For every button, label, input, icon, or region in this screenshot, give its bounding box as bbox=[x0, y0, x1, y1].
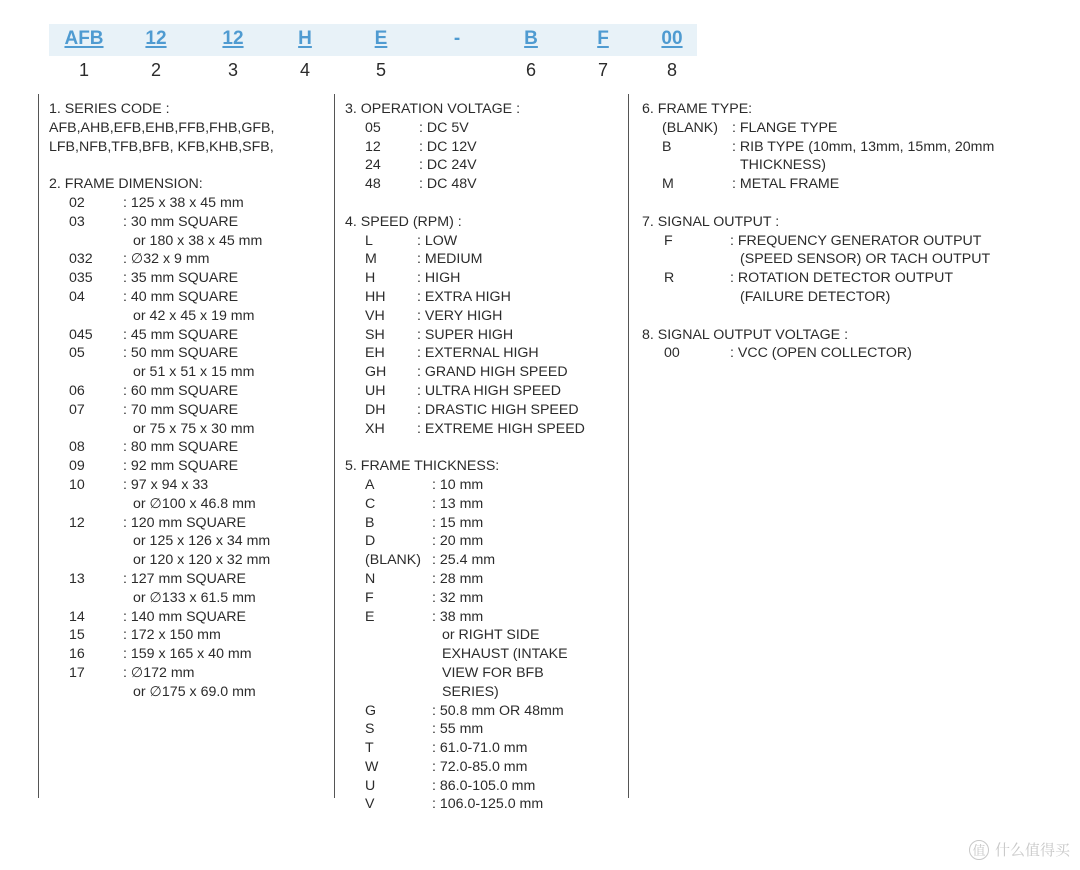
item-value: : 86.0-105.0 mm bbox=[432, 777, 536, 794]
code-number-1: 1 bbox=[78, 60, 90, 80]
code-segment-speed: H bbox=[298, 28, 312, 49]
voltage-list bbox=[345, 119, 625, 194]
list-item bbox=[49, 363, 329, 382]
item-value: : ULTRA HIGH SPEED bbox=[417, 382, 562, 399]
item-value: : DC 12V bbox=[419, 138, 477, 155]
code-number-7: 7 bbox=[597, 60, 609, 80]
item-key: N bbox=[365, 570, 376, 587]
list-item bbox=[642, 156, 1062, 175]
item-key: D bbox=[365, 533, 376, 550]
code-number-4: 4 bbox=[299, 60, 311, 80]
item-key: 045 bbox=[69, 326, 93, 343]
item-value: : VERY HIGH bbox=[417, 307, 503, 324]
list-item bbox=[49, 401, 329, 420]
list-item bbox=[642, 269, 1062, 288]
code-number-5: 5 bbox=[375, 60, 387, 80]
list-item bbox=[345, 532, 625, 551]
list-item bbox=[49, 288, 329, 307]
list-item bbox=[345, 795, 625, 814]
list-item bbox=[345, 626, 625, 645]
list-item bbox=[345, 420, 625, 439]
item-value: : FLANGE TYPE bbox=[732, 119, 838, 136]
item-value: : 80 mm SQUARE bbox=[123, 439, 239, 456]
list-item bbox=[49, 213, 329, 232]
item-key: B bbox=[662, 138, 672, 155]
item-value: : SUPER HIGH bbox=[417, 326, 514, 343]
divider-left bbox=[38, 94, 39, 798]
item-value: or 42 x 45 x 19 mm bbox=[133, 307, 255, 324]
item-key: 06 bbox=[69, 382, 85, 399]
item-value: VIEW FOR BFB bbox=[442, 664, 544, 681]
item-value: : 30 mm SQUARE bbox=[123, 213, 239, 230]
list-item bbox=[345, 344, 625, 363]
item-key: (BLANK) bbox=[662, 119, 718, 136]
item-key: 16 bbox=[69, 646, 85, 663]
list-item bbox=[49, 269, 329, 288]
item-value: or ∅100 x 46.8 mm bbox=[133, 495, 256, 512]
item-value: : HIGH bbox=[417, 270, 461, 287]
list-item bbox=[345, 720, 625, 739]
list-item bbox=[345, 645, 625, 664]
list-item bbox=[345, 156, 625, 175]
column-frame-signal bbox=[642, 100, 1062, 363]
code-segment-thickness: E bbox=[374, 28, 388, 49]
item-value: : EXTREME HIGH SPEED bbox=[417, 420, 585, 437]
section-title-speed: 4. SPEED (RPM) : bbox=[345, 213, 462, 230]
item-key: VH bbox=[365, 307, 385, 324]
list-item bbox=[345, 288, 625, 307]
list-item bbox=[345, 495, 625, 514]
section-title-signal-voltage: 8. SIGNAL OUTPUT VOLTAGE : bbox=[642, 326, 849, 343]
series-codes-line: AFB,AHB,EFB,EHB,FFB,FHB,GFB, bbox=[49, 119, 275, 136]
item-value: : 159 x 165 x 40 mm bbox=[123, 646, 252, 663]
item-value: : 10 mm bbox=[432, 476, 484, 493]
item-key: 12 bbox=[365, 138, 381, 155]
list-item bbox=[642, 138, 1062, 157]
list-item bbox=[49, 551, 329, 570]
code-number-6: 6 bbox=[525, 60, 537, 80]
item-key: 02 bbox=[69, 194, 85, 211]
item-key: 032 bbox=[69, 251, 93, 268]
list-item bbox=[49, 570, 329, 589]
list-item bbox=[49, 307, 329, 326]
list-item bbox=[345, 138, 625, 157]
item-value: : VCC (OPEN COLLECTOR) bbox=[730, 345, 912, 362]
list-item bbox=[49, 250, 329, 269]
item-key: G bbox=[365, 702, 377, 719]
signal-output-list bbox=[642, 232, 1062, 307]
item-key: B bbox=[365, 514, 375, 531]
item-value: or 180 x 38 x 45 mm bbox=[133, 232, 263, 249]
item-value: : 35 mm SQUARE bbox=[123, 270, 239, 287]
item-key: 03 bbox=[69, 213, 85, 230]
item-value: or 75 x 75 x 30 mm bbox=[133, 420, 255, 437]
list-item bbox=[345, 119, 625, 138]
list-item bbox=[49, 194, 329, 213]
section-title-series: 1. SERIES CODE : bbox=[49, 101, 170, 117]
item-key: L bbox=[365, 232, 373, 249]
watermark bbox=[969, 839, 1070, 860]
item-value: : 25.4 mm bbox=[432, 552, 496, 569]
list-item bbox=[49, 589, 329, 608]
item-value: : 55 mm bbox=[432, 721, 484, 738]
item-key: 24 bbox=[365, 157, 381, 174]
item-value: or ∅175 x 69.0 mm bbox=[133, 683, 256, 700]
item-value: : ∅172 mm bbox=[123, 664, 195, 681]
list-item bbox=[345, 250, 625, 269]
list-item bbox=[345, 777, 625, 796]
item-value: : 50.8 mm OR 48mm bbox=[432, 702, 564, 719]
code-number-8: 8 bbox=[666, 60, 678, 80]
column-series-dimension bbox=[49, 100, 329, 702]
divider-middle-1 bbox=[334, 94, 335, 798]
code-segment-signal: F bbox=[597, 28, 609, 49]
list-item bbox=[49, 420, 329, 439]
item-value: : 70 mm SQUARE bbox=[123, 401, 239, 418]
list-item bbox=[345, 269, 625, 288]
item-value: : DRASTIC HIGH SPEED bbox=[417, 401, 579, 418]
list-item bbox=[345, 739, 625, 758]
item-key: 04 bbox=[69, 288, 85, 305]
item-value: : DC 24V bbox=[419, 157, 477, 174]
item-value: : 20 mm bbox=[432, 533, 484, 550]
item-value: : 97 x 94 x 33 bbox=[123, 476, 209, 493]
thickness-list bbox=[345, 476, 625, 814]
section-title-dimension: 2. FRAME DIMENSION: bbox=[49, 176, 203, 193]
item-value: THICKNESS) bbox=[740, 157, 826, 174]
item-value: : 45 mm SQUARE bbox=[123, 326, 239, 343]
list-item bbox=[49, 514, 329, 533]
item-key: W bbox=[365, 758, 379, 775]
list-item bbox=[49, 232, 329, 251]
watermark-badge-icon: 值 bbox=[969, 840, 989, 860]
item-value: : LOW bbox=[417, 232, 458, 249]
item-value: : 172 x 150 mm bbox=[123, 627, 221, 644]
list-item bbox=[345, 401, 625, 420]
item-value: : 13 mm bbox=[432, 495, 484, 512]
item-value: : DC 48V bbox=[419, 176, 477, 193]
item-key: SH bbox=[365, 326, 385, 343]
section-title-voltage: 3. OPERATION VOLTAGE : bbox=[345, 101, 521, 117]
item-key: S bbox=[365, 721, 375, 738]
item-value: : METAL FRAME bbox=[732, 176, 840, 193]
item-value: : MEDIUM bbox=[417, 251, 483, 268]
item-key: (BLANK) bbox=[365, 552, 421, 569]
code-segment-series: AFB bbox=[64, 28, 104, 49]
list-item bbox=[345, 589, 625, 608]
item-key: 05 bbox=[69, 345, 85, 362]
list-item bbox=[49, 683, 329, 702]
item-value: : 38 mm bbox=[432, 608, 484, 625]
code-segment-dimension: 12 bbox=[145, 28, 167, 49]
list-item bbox=[345, 175, 625, 194]
item-key: UH bbox=[365, 382, 386, 399]
series-codes-line: LFB,NFB,TFB,BFB, KFB,KHB,SFB, bbox=[49, 138, 274, 155]
item-value: : 60 mm SQUARE bbox=[123, 382, 239, 399]
item-key: 07 bbox=[69, 401, 85, 418]
divider-middle-2 bbox=[628, 94, 629, 798]
list-item bbox=[49, 326, 329, 345]
list-item bbox=[345, 702, 625, 721]
list-item bbox=[49, 626, 329, 645]
code-segment-signal-voltage: 00 bbox=[661, 28, 683, 49]
list-item bbox=[642, 288, 1062, 307]
list-item bbox=[345, 382, 625, 401]
item-key: 12 bbox=[69, 514, 85, 531]
item-value: : 50 mm SQUARE bbox=[123, 345, 239, 362]
watermark-text: 什么值得买 bbox=[994, 842, 1070, 859]
item-key: GH bbox=[365, 364, 387, 381]
item-key: 14 bbox=[69, 608, 85, 625]
item-value: : 28 mm bbox=[432, 570, 484, 587]
section-title-frame-type: 6. FRAME TYPE: bbox=[642, 101, 753, 117]
dimension-list bbox=[49, 194, 329, 702]
item-value: or RIGHT SIDE bbox=[442, 627, 540, 644]
item-key: HH bbox=[365, 288, 386, 305]
column-voltage-speed-thickness bbox=[345, 100, 625, 814]
item-key: 17 bbox=[69, 664, 85, 681]
list-item bbox=[345, 683, 625, 702]
list-item bbox=[345, 363, 625, 382]
list-item bbox=[345, 664, 625, 683]
list-item bbox=[49, 457, 329, 476]
code-segment-frame: B bbox=[524, 28, 538, 49]
list-item bbox=[49, 664, 329, 683]
item-value: : EXTRA HIGH bbox=[417, 288, 511, 305]
item-value: (FAILURE DETECTOR) bbox=[740, 288, 891, 305]
code-number-3: 3 bbox=[227, 60, 239, 80]
list-item bbox=[642, 232, 1062, 251]
list-item bbox=[345, 570, 625, 589]
list-item bbox=[642, 344, 1062, 363]
item-value: : 15 mm bbox=[432, 514, 484, 531]
list-item bbox=[49, 495, 329, 514]
item-key: DH bbox=[365, 401, 386, 418]
item-key: F bbox=[365, 589, 374, 606]
code-number-2: 2 bbox=[150, 60, 162, 80]
item-value: : 106.0-125.0 mm bbox=[432, 796, 544, 813]
list-item bbox=[49, 382, 329, 401]
item-value: : 40 mm SQUARE bbox=[123, 288, 239, 305]
item-key: R bbox=[664, 270, 675, 287]
list-item bbox=[345, 232, 625, 251]
frame-type-list bbox=[642, 119, 1062, 194]
item-value: EXHAUST (INTAKE bbox=[442, 646, 568, 663]
item-value: or 120 x 120 x 32 mm bbox=[133, 552, 271, 569]
item-value: : 72.0-85.0 mm bbox=[432, 758, 528, 775]
item-key: M bbox=[662, 176, 674, 193]
item-key: M bbox=[365, 251, 377, 268]
item-value: : 120 mm SQUARE bbox=[123, 514, 246, 531]
list-item bbox=[642, 250, 1062, 269]
signal-voltage-list bbox=[642, 344, 1062, 363]
list-item bbox=[49, 438, 329, 457]
list-item bbox=[49, 645, 329, 664]
item-value: or 51 x 51 x 15 mm bbox=[133, 364, 255, 381]
list-item bbox=[49, 608, 329, 627]
item-key: 00 bbox=[664, 345, 680, 362]
item-value: : 32 mm bbox=[432, 589, 484, 606]
item-key: 09 bbox=[69, 458, 85, 475]
code-segment-dash: - bbox=[453, 28, 461, 49]
item-value: : 140 mm SQUARE bbox=[123, 608, 246, 625]
list-item bbox=[345, 608, 625, 627]
item-key: F bbox=[664, 232, 673, 249]
speed-list bbox=[345, 232, 625, 439]
item-key: 10 bbox=[69, 476, 85, 493]
item-key: T bbox=[365, 740, 374, 757]
item-value: : EXTERNAL HIGH bbox=[417, 345, 539, 362]
item-key: EH bbox=[365, 345, 385, 362]
item-key: 035 bbox=[69, 270, 93, 287]
item-value: : 125 x 38 x 45 mm bbox=[123, 194, 244, 211]
item-value: : ROTATION DETECTOR OUTPUT bbox=[730, 270, 954, 287]
list-item bbox=[345, 551, 625, 570]
list-item bbox=[49, 344, 329, 363]
item-key: 08 bbox=[69, 439, 85, 456]
list-item bbox=[345, 758, 625, 777]
list-item bbox=[345, 476, 625, 495]
item-key: XH bbox=[365, 420, 385, 437]
list-item bbox=[345, 514, 625, 533]
item-value: : DC 5V bbox=[419, 119, 469, 136]
list-item bbox=[345, 326, 625, 345]
item-value: or ∅133 x 61.5 mm bbox=[133, 589, 256, 606]
item-key: 05 bbox=[365, 119, 381, 136]
item-value: : GRAND HIGH SPEED bbox=[417, 364, 568, 381]
item-key: 13 bbox=[69, 570, 85, 587]
item-value: (SPEED SENSOR) OR TACH OUTPUT bbox=[740, 251, 991, 268]
item-value: : 61.0-71.0 mm bbox=[432, 740, 528, 757]
item-key: 15 bbox=[69, 627, 85, 644]
list-item bbox=[49, 476, 329, 495]
item-key: H bbox=[365, 270, 376, 287]
item-key: A bbox=[365, 476, 375, 493]
item-key: 48 bbox=[365, 176, 381, 193]
list-item bbox=[642, 175, 1062, 194]
list-item bbox=[642, 119, 1062, 138]
section-title-thickness: 5. FRAME THICKNESS: bbox=[345, 458, 500, 475]
item-key: E bbox=[365, 608, 375, 625]
item-value: : FREQUENCY GENERATOR OUTPUT bbox=[730, 232, 982, 249]
item-value: : 127 mm SQUARE bbox=[123, 570, 246, 587]
item-value: : ∅32 x 9 mm bbox=[123, 251, 210, 268]
item-key: V bbox=[365, 796, 375, 813]
item-key: C bbox=[365, 495, 376, 512]
list-item bbox=[49, 532, 329, 551]
item-key: U bbox=[365, 777, 376, 794]
item-value: or 125 x 126 x 34 mm bbox=[133, 533, 271, 550]
item-value: SERIES) bbox=[442, 683, 499, 700]
list-item bbox=[345, 307, 625, 326]
item-value: : 92 mm SQUARE bbox=[123, 458, 239, 475]
item-value: : RIB TYPE (10mm, 13mm, 15mm, 20mm bbox=[732, 138, 995, 155]
code-segment-voltage: 12 bbox=[222, 28, 244, 49]
section-title-signal-output: 7. SIGNAL OUTPUT : bbox=[642, 213, 780, 230]
